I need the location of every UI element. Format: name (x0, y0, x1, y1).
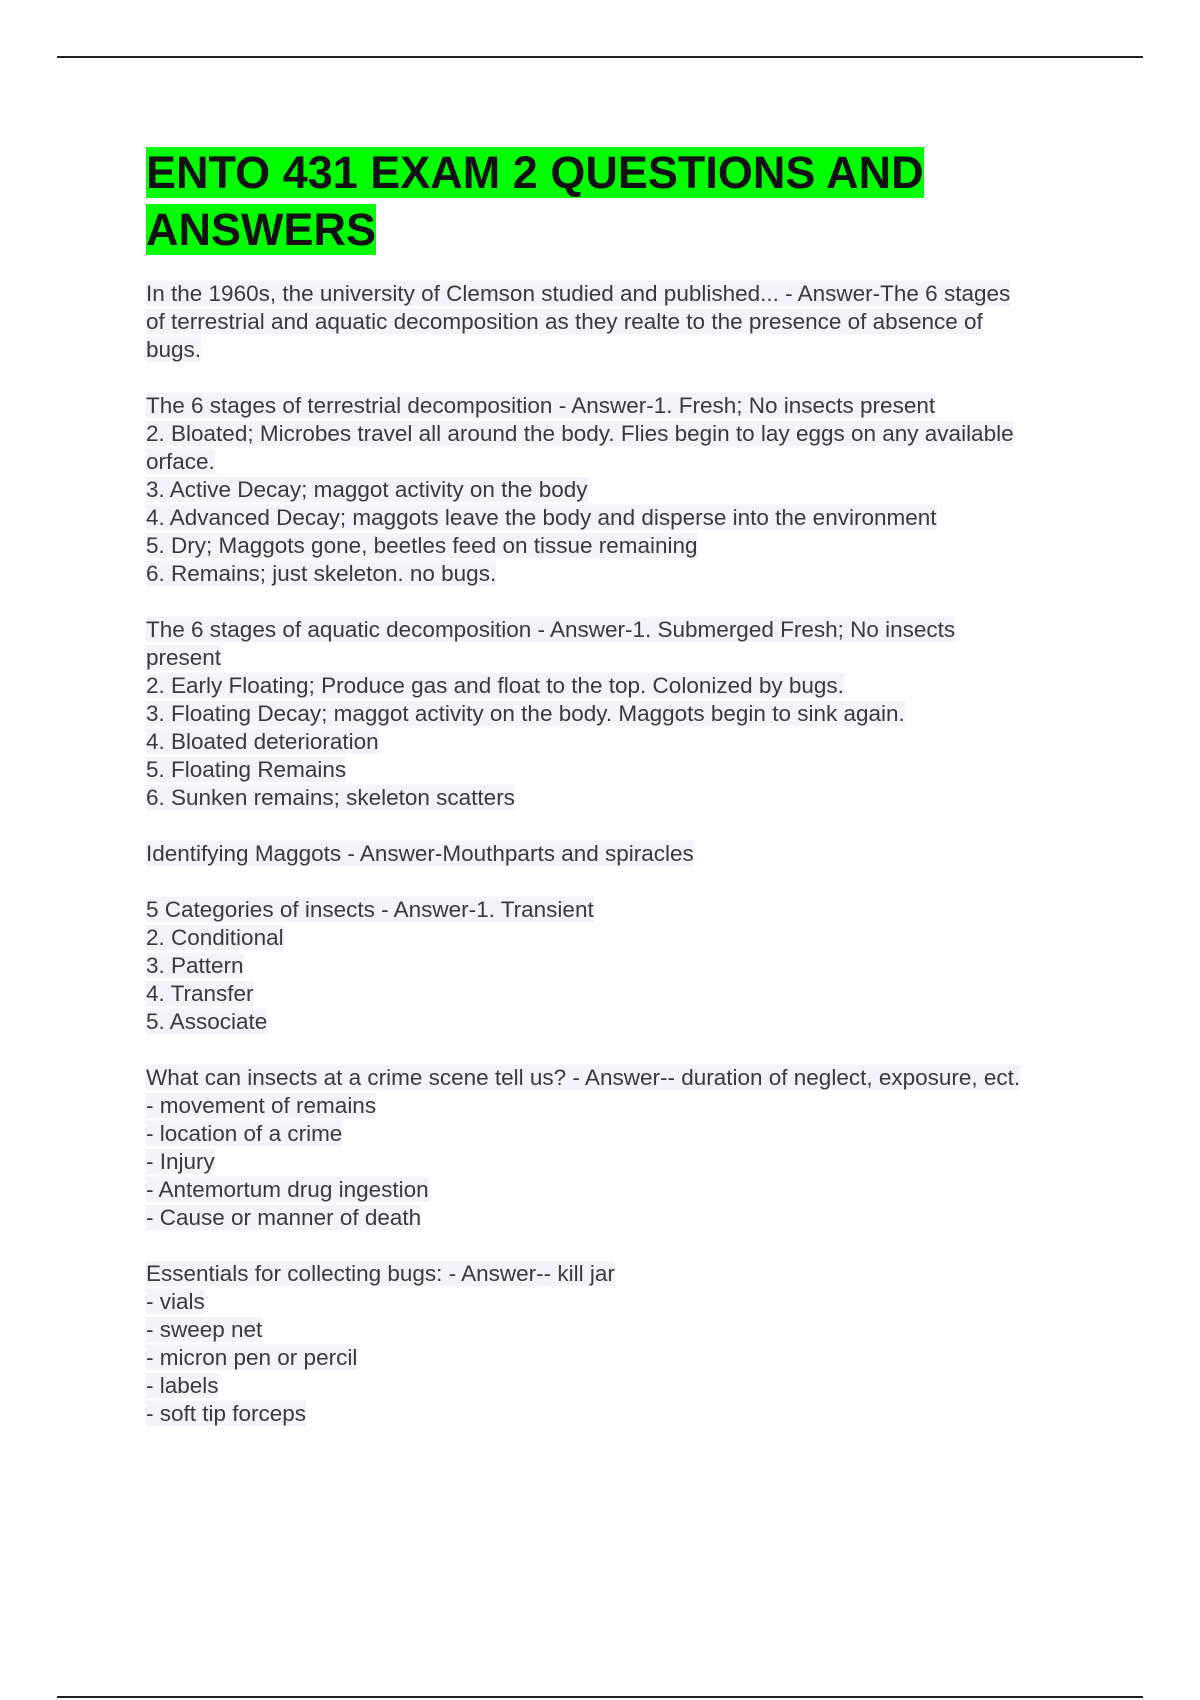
qa-line (146, 560, 1096, 588)
qa-list (146, 280, 1096, 1428)
qa-line (146, 336, 1096, 364)
footer-rule (57, 1696, 1143, 1698)
qa-line (146, 280, 1096, 308)
qa-line (146, 840, 1096, 868)
qa-line-text: - location of a crime (146, 1121, 343, 1146)
qa-line (146, 1316, 1096, 1344)
qa-line-text: 3. Floating Decay; maggot activity on the body. Maggots begin to sink again. (146, 701, 905, 726)
qa-line (146, 1344, 1096, 1372)
qa-line-text: bugs. (146, 337, 202, 362)
qa-line (146, 1008, 1096, 1036)
header-rule (57, 56, 1143, 58)
qa-line-text: Essentials for collecting bugs: - Answer-- kill jar (146, 1261, 615, 1286)
qa-line (146, 896, 1096, 924)
qa-line (146, 1120, 1096, 1148)
qa-line-text: - Injury (146, 1149, 215, 1174)
qa-line-text: - Cause or manner of death (146, 1205, 422, 1230)
qa-line-text: 2. Conditional (146, 925, 284, 950)
qa-line-text: - Antemortum drug ingestion (146, 1177, 429, 1202)
qa-line-text: 6. Sunken remains; skeleton scatters (146, 785, 515, 810)
qa-line-text: - soft tip forceps (146, 1401, 307, 1426)
qa-line-text: - micron pen or percil (146, 1345, 358, 1370)
qa-line-text: Identifying Maggots - Answer-Mouthparts and spiracles (146, 841, 694, 866)
qa-line (146, 1288, 1096, 1316)
document-title-text: ENTO 431 EXAM 2 QUESTIONS AND ANSWERS (146, 147, 924, 255)
qa-line-text: In the 1960s, the university of Clemson studied and published... - Answer-The 6 stages (146, 281, 1011, 306)
qa-line-text: 2. Early Floating; Produce gas and float to the top. Colonized by bugs. (146, 673, 844, 698)
qa-line-text: - labels (146, 1373, 219, 1398)
qa-line (146, 924, 1096, 952)
qa-line-text: 3. Active Decay; maggot activity on the body (146, 477, 588, 502)
qa-line-text: The 6 stages of terrestrial decomposition - Answer-1. Fresh; No insects present (146, 393, 936, 418)
qa-line-text: present (146, 645, 222, 670)
qa-line-text: - vials (146, 1289, 205, 1314)
qa-line (146, 1092, 1096, 1120)
qa-line (146, 1148, 1096, 1176)
qa-line-text: 4. Transfer (146, 981, 254, 1006)
qa-line (146, 728, 1096, 756)
qa-line (146, 756, 1096, 784)
qa-line-text: What can insects at a crime scene tell us? - Answer-- duration of neglect, exposure, ect. (146, 1065, 1021, 1090)
qa-line (146, 392, 1096, 420)
qa-entry (146, 896, 1096, 1036)
document-body (146, 144, 1096, 1456)
qa-line (146, 1064, 1096, 1092)
qa-line (146, 672, 1096, 700)
qa-line-text: 2. Bloated; Microbes travel all around the body. Flies begin to lay eggs on any available (146, 421, 1014, 446)
qa-line (146, 644, 1096, 672)
qa-entry (146, 616, 1096, 812)
qa-line-text: orface. (146, 449, 215, 474)
qa-line-text: 5 Categories of insects - Answer-1. Transient (146, 897, 594, 922)
qa-line (146, 420, 1096, 448)
qa-line-text: 3. Pattern (146, 953, 244, 978)
qa-line (146, 616, 1096, 644)
qa-line (146, 448, 1096, 476)
qa-line-text: - movement of remains (146, 1093, 377, 1118)
qa-line (146, 952, 1096, 980)
qa-line-text: 5. Associate (146, 1009, 268, 1034)
qa-entry (146, 840, 1096, 868)
document-title (146, 144, 1096, 258)
qa-entry (146, 1260, 1096, 1428)
qa-line-text: - sweep net (146, 1317, 263, 1342)
qa-line-text: 5. Dry; Maggots gone, beetles feed on tissue remaining (146, 533, 698, 558)
qa-line (146, 1176, 1096, 1204)
qa-entry (146, 1064, 1096, 1232)
qa-line-text: 4. Bloated deterioration (146, 729, 379, 754)
qa-line-text: 6. Remains; just skeleton. no bugs. (146, 561, 497, 586)
qa-line-text: The 6 stages of aquatic decomposition - Answer-1. Submerged Fresh; No insects (146, 617, 956, 642)
qa-line (146, 1260, 1096, 1288)
qa-line (146, 1204, 1096, 1232)
qa-line (146, 476, 1096, 504)
qa-line (146, 1372, 1096, 1400)
qa-line-text: of terrestrial and aquatic decomposition as they realte to the presence of absence of (146, 309, 983, 334)
qa-entry (146, 280, 1096, 364)
qa-entry (146, 392, 1096, 588)
qa-line (146, 700, 1096, 728)
qa-line-text: 4. Advanced Decay; maggots leave the body and disperse into the environment (146, 505, 937, 530)
qa-line (146, 532, 1096, 560)
qa-line (146, 1400, 1096, 1428)
qa-line (146, 308, 1096, 336)
qa-line (146, 504, 1096, 532)
qa-line (146, 784, 1096, 812)
qa-line (146, 980, 1096, 1008)
qa-line-text: 5. Floating Remains (146, 757, 347, 782)
